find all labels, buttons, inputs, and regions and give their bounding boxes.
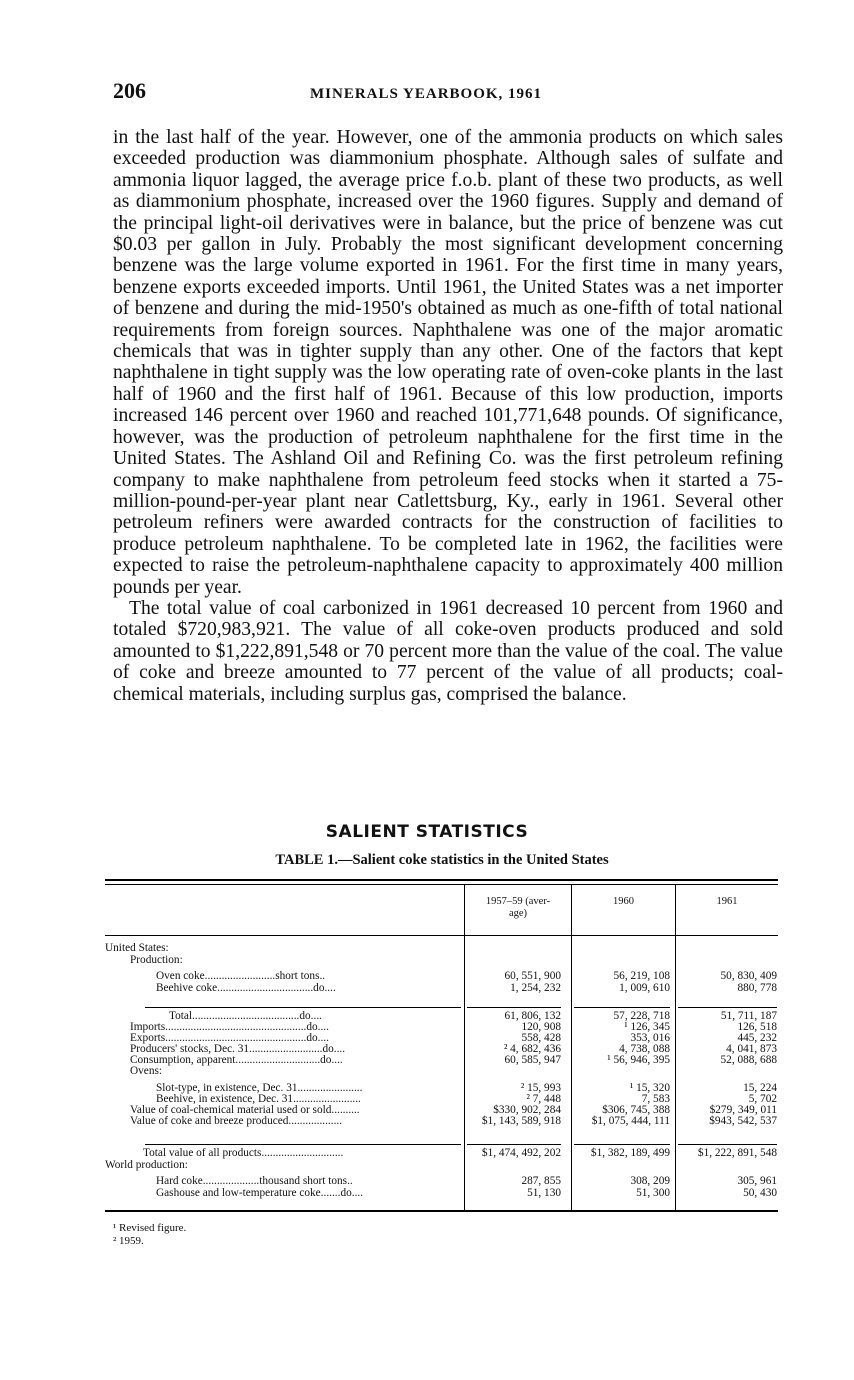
cell-value: 305, 961: [737, 1175, 777, 1187]
cell-value: 353, 016: [630, 1032, 670, 1044]
cell-value: 308, 209: [630, 1175, 670, 1187]
cell-value: 880, 778: [737, 982, 777, 994]
row-label: United States:: [105, 942, 169, 954]
cell-value: 50, 830, 409: [720, 970, 777, 982]
cell-value: $279, 349, 011: [709, 1104, 777, 1116]
cell-value: ¹ 56, 946, 395: [607, 1054, 670, 1066]
total-rule: [678, 1144, 777, 1145]
row-label: World production:: [105, 1159, 188, 1171]
cell-value: 120, 908: [521, 1021, 561, 1033]
cell-value: 60, 585, 947: [504, 1054, 561, 1066]
cell-value: ² 15, 993: [520, 1082, 561, 1094]
column-header-1960: 1960: [613, 896, 634, 907]
table-top-rule: [105, 879, 778, 881]
cell-value: 50, 430: [743, 1187, 777, 1199]
table-row: [105, 982, 778, 994]
cell-value: 4, 041, 873: [726, 1043, 777, 1055]
cell-value: 7, 583: [641, 1093, 670, 1105]
table-row: [105, 942, 778, 954]
row-label: Imports..................................................do....: [130, 1021, 329, 1033]
cell-value: 51, 130: [527, 1187, 561, 1199]
table-row: [105, 1065, 778, 1077]
column-header-1957-59: 1957–59 (aver- age): [485, 896, 551, 919]
row-label: Beehive, in existence, Dec. 31........................: [156, 1093, 361, 1105]
table-row: [105, 970, 778, 982]
body-text: [113, 127, 783, 705]
cell-value: $1, 143, 589, 918: [481, 1115, 561, 1127]
cell-value: 558, 428: [521, 1032, 561, 1044]
total-rule: [145, 1007, 461, 1008]
cell-value: ² 7, 448: [526, 1093, 561, 1105]
column-header-1961: 1961: [716, 896, 738, 907]
cell-value: 60, 551, 900: [504, 970, 561, 982]
row-label: Hard coke....................thousand short tons..: [156, 1175, 353, 1187]
row-label: Value of coal-chemical material used or sold..........: [130, 1104, 360, 1116]
total-rule: [678, 1007, 777, 1008]
cell-value: 15, 224: [743, 1082, 777, 1094]
cell-value: 445, 232: [737, 1032, 777, 1044]
cell-value: 126, 518: [737, 1021, 777, 1033]
row-label: Beehive coke..................................do....: [156, 982, 336, 994]
cell-value: $1, 382, 189, 499: [590, 1147, 670, 1159]
table-row: [105, 1115, 778, 1127]
table-row: [105, 1147, 778, 1159]
cell-value: 51, 300: [636, 1187, 670, 1199]
row-label: Consumption, apparent..............................do....: [130, 1054, 343, 1066]
footnote: ² 1959.: [113, 1235, 144, 1247]
row-label: Exports..................................................do....: [130, 1032, 329, 1044]
cell-value: $943, 542, 537: [709, 1115, 777, 1127]
cell-value: $330, 902, 284: [493, 1104, 561, 1116]
cell-value: 4, 738, 088: [619, 1043, 670, 1055]
cell-value: 52, 088, 688: [720, 1054, 777, 1066]
cell-value: 57, 228, 718: [613, 1010, 670, 1022]
cell-value: 56, 219, 108: [613, 970, 670, 982]
cell-value: 51, 711, 187: [720, 1010, 777, 1022]
row-label: Total......................................do....: [169, 1010, 322, 1022]
total-rule: [574, 1007, 670, 1008]
cell-value: $1, 474, 492, 202: [481, 1147, 561, 1159]
row-label: Gashouse and low-temperature coke.......do....: [156, 1187, 364, 1199]
table-row: [105, 1175, 778, 1187]
total-rule: [145, 1144, 461, 1145]
table-header-rule: [105, 935, 778, 936]
body-paragraph: in the last half of the year. However, one of the ammonia products on which sales exceeded production was diammonium phosphate. Although sales of sulfate and ammonia liquor lagged, the average price f.o.b. plant of these two products, as well as diammonium phosphate, increased over the 1960 figures. Supply and demand of the principal light-oil derivatives were in balance, but the price of benzene was cut $0.03 per gallon in July. Probably the most significant development concerning benzene was the large volume exported in 1961. For the first time in many years, benzene exports exceeded imports. Until 1961, the United States was a net importer of benzene and during the mid-1950's obtained as much as one-fifth of total national requirements from foreign sources. Naphthalene was one of the major aromatic chemicals that was in tighter supply than any other. One of the factors that kept naphthalene in tight supply was the low operating rate of oven-coke plants in the last half of 1960 and the first half of 1961. Because of this low production, imports increased 146 percent over 1960 and reached 101,771,648 pounds. Of significance, however, was the production of petroleum naphthalene for the first time in the United States. The Ashland Oil and Refining Co. was the first petroleum refining company to make naphthalene from petroleum feed stocks when it started a 75-million-pound-per-year plant near Catlettsburg, Ky., early in 1961. Several other petroleum refiners were awarded contracts for the construction of facilities to produce petroleum naphthalene. To be completed late in 1962, the facilities were expected to raise the petroleum-naphthalene capacity to approximately 400 million pounds per year.: [113, 127, 783, 598]
page-header: [113, 78, 783, 108]
table-row: [105, 954, 778, 966]
table-row: [105, 1187, 778, 1199]
row-label: Oven coke.........................short tons..: [156, 970, 326, 982]
cell-value: $1, 222, 891, 548: [697, 1147, 777, 1159]
cell-value: 1, 254, 232: [510, 982, 561, 994]
cell-value: 287, 855: [521, 1175, 561, 1187]
table-row: [105, 1159, 778, 1171]
section-heading: SALIENT STATISTICS: [325, 822, 529, 842]
cell-value: 61, 806, 132: [504, 1010, 561, 1022]
cell-value: ¹ 15, 320: [629, 1082, 670, 1094]
running-title: MINERALS YEARBOOK, 1961: [310, 86, 543, 102]
row-label: Producers' stocks, Dec. 31..........................do....: [130, 1043, 346, 1055]
cell-value: ² 4, 682, 436: [503, 1043, 561, 1055]
body-paragraph: The total value of coal carbonized in 1961 decreased 10 percent from 1960 and totaled $720,983,921. The value of all coke-oven products produced and sold amounted to $1,222,891,548 or 70 percent more than the value of the coal. The value of coke and breeze amounted to 77 percent of the value of all products; coal-chemical materials, including surplus gas, comprised the balance.: [113, 597, 783, 705]
total-rule: [467, 1007, 561, 1008]
salient-statistics-table: [105, 879, 778, 1214]
cell-value: 5, 702: [748, 1093, 777, 1105]
page-number: 206: [113, 78, 146, 103]
cell-value: ¹ 126, 345: [624, 1021, 670, 1033]
cell-value: $1, 075, 444, 111: [591, 1115, 670, 1127]
footnote: ¹ Revised figure.: [113, 1222, 187, 1234]
total-rule: [574, 1144, 670, 1145]
table-caption: TABLE 1.—Salient coke statistics in the United States: [275, 852, 609, 868]
row-label: Slot-type, in existence, Dec. 31.......................: [156, 1082, 363, 1094]
row-label: Total value of all products.............................: [143, 1147, 344, 1159]
table-top-rule-inner: [105, 884, 778, 885]
cell-value: $306, 745, 388: [602, 1104, 670, 1116]
row-label: Production:: [130, 954, 183, 966]
total-rule: [467, 1144, 561, 1145]
footnotes: [113, 1222, 186, 1248]
row-label: Value of coke and breeze produced...................: [130, 1115, 343, 1127]
cell-value: 1, 009, 610: [619, 982, 670, 994]
table-bottom-rule: [105, 1210, 778, 1212]
row-label: Ovens:: [130, 1065, 163, 1077]
